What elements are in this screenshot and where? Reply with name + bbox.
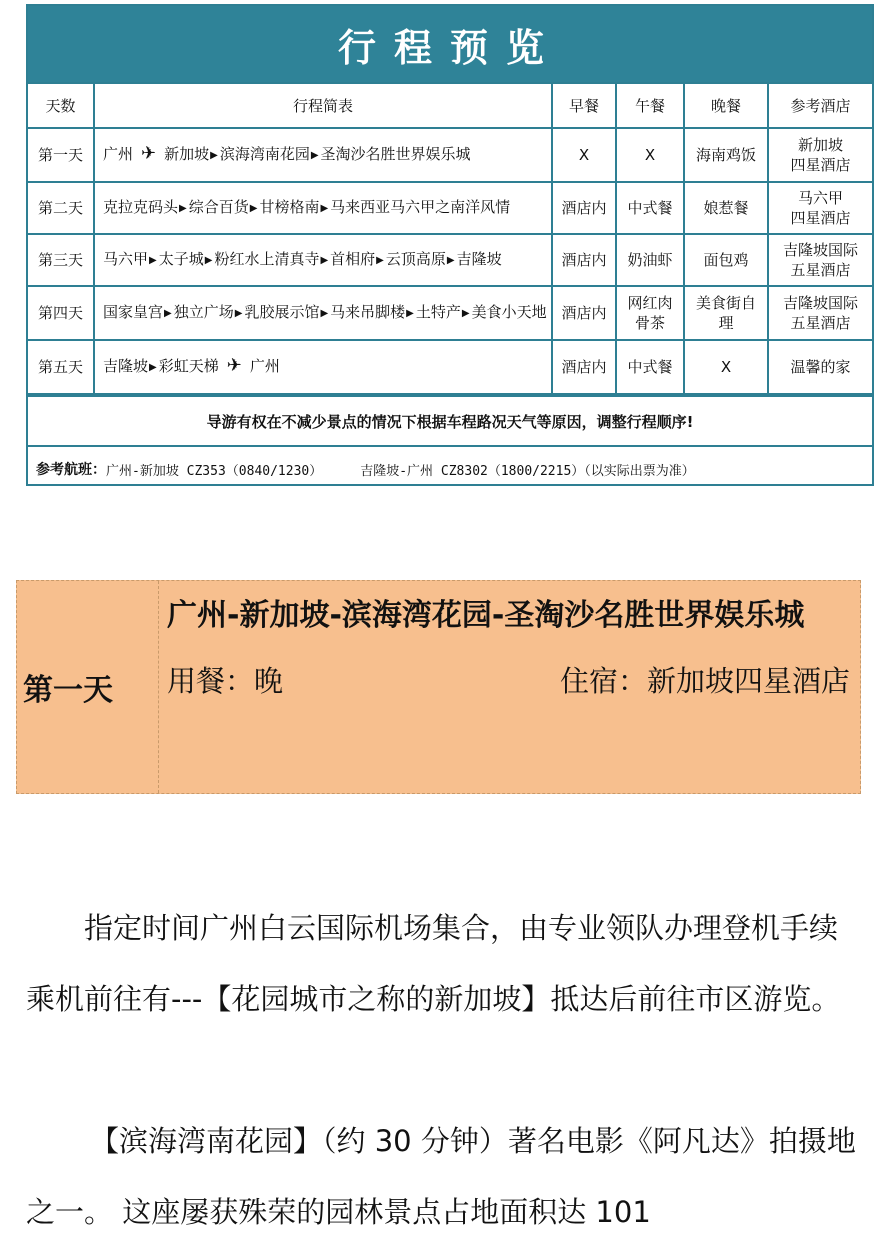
itinerary-table bbox=[26, 4, 874, 486]
breakfast-cell: 酒店内 bbox=[552, 234, 616, 286]
triangle-right-icon: ▶ bbox=[310, 149, 319, 161]
dinner-cell: 美食街自 理 bbox=[684, 286, 768, 340]
lunch-cell: 奶油虾 bbox=[616, 234, 684, 286]
route-cell: 吉隆坡▶ 彩虹天梯 ✈ 广州 bbox=[94, 340, 552, 394]
flight-return: 吉隆坡-广州 CZ8302（1800/2215）（以实际出票为准） bbox=[360, 463, 695, 479]
day-meals: 用餐：晚 bbox=[167, 664, 284, 698]
triangle-right-icon: ▶ bbox=[320, 254, 329, 266]
col-header-lunch: 午餐 bbox=[616, 84, 684, 128]
hotel-cell: 马六甲 四星酒店 bbox=[768, 182, 872, 234]
day-meta bbox=[167, 659, 850, 700]
triangle-right-icon: ▶ bbox=[164, 307, 172, 319]
dinner-cell: 海南鸡饭 bbox=[684, 128, 768, 182]
table-row bbox=[28, 128, 872, 182]
airplane-icon: ✈ bbox=[226, 354, 242, 376]
day-cell: 第三天 bbox=[28, 234, 94, 286]
triangle-right-icon: ▶ bbox=[320, 307, 329, 319]
table-row bbox=[28, 182, 872, 234]
route-cell: 克拉克码头▶ 综合百货▶ 甘榜格南▶ 马来西亚马六甲之南洋风情 bbox=[94, 182, 552, 234]
hotel-cell: 新加坡 四星酒店 bbox=[768, 128, 872, 182]
breakfast-cell: 酒店内 bbox=[552, 340, 616, 394]
body-paragraph: 【滨海湾南花园】（约 30 分钟）著名电影《阿凡达》拍摄地之一。 这座屡获殊荣的园林景点占地面积达 101 bbox=[26, 1124, 856, 1229]
col-header-dinner: 晚餐 bbox=[684, 84, 768, 128]
hotel-cell: 温馨的家 bbox=[768, 340, 872, 394]
day-cell: 第一天 bbox=[28, 128, 94, 182]
col-header-hotel: 参考酒店 bbox=[768, 84, 872, 128]
triangle-right-icon: ▶ bbox=[376, 254, 384, 266]
triangle-right-icon: ▶ bbox=[249, 202, 258, 214]
route-cell: 广州 ✈ 新加坡▶ 滨海湾南花园▶ 圣淘沙名胜世界娱乐城 bbox=[94, 128, 552, 182]
lunch-cell: 中式餐 bbox=[616, 340, 684, 394]
flights-label: 参考航班： bbox=[36, 462, 106, 478]
dinner-cell: 娘惹餐 bbox=[684, 182, 768, 234]
triangle-right-icon: ▶ bbox=[204, 254, 213, 266]
triangle-right-icon: ▶ bbox=[149, 254, 157, 266]
day-header bbox=[16, 580, 861, 794]
triangle-right-icon: ▶ bbox=[461, 307, 470, 319]
lunch-cell: 中式餐 bbox=[616, 182, 684, 234]
triangle-right-icon: ▶ bbox=[210, 149, 218, 161]
hotel-cell: 吉隆坡国际 五星酒店 bbox=[768, 234, 872, 286]
breakfast-cell: 酒店内 bbox=[552, 182, 616, 234]
breakfast-cell: X bbox=[552, 128, 616, 182]
triangle-right-icon: ▶ bbox=[234, 307, 243, 319]
itinerary-notice: 导游有权在不减少景点的情况下根据车程路况天气等原因，调整行程顺序! bbox=[28, 395, 872, 445]
triangle-right-icon: ▶ bbox=[149, 361, 157, 373]
dinner-cell: 面包鸡 bbox=[684, 234, 768, 286]
reference-flights bbox=[28, 445, 872, 491]
body-paragraph: 指定时间广州白云国际机场集合，由专业领队办理登机手续乘机前往有---【花园城市之称的新加坡】抵达后前往市区游览。 bbox=[26, 911, 841, 1016]
route-cell: 国家皇宫▶ 独立广场▶ 乳胶展示馆▶ 马来吊脚楼▶ 土特产▶ 美食小天地 bbox=[94, 286, 552, 340]
flight-outbound: 广州-新加坡 CZ353（0840/1230） bbox=[106, 463, 323, 479]
hotel-cell: 吉隆坡国际 五星酒店 bbox=[768, 286, 872, 340]
col-header-day: 天数 bbox=[28, 84, 94, 128]
itinerary-grid bbox=[28, 84, 872, 395]
lunch-cell: X bbox=[616, 128, 684, 182]
day-name: 第一天 bbox=[17, 581, 159, 793]
day-lodging: 住宿：新加坡四星酒店 bbox=[559, 664, 850, 698]
day-cell: 第四天 bbox=[28, 286, 94, 340]
triangle-right-icon: ▶ bbox=[446, 254, 455, 266]
table-row bbox=[28, 340, 872, 394]
col-header-breakfast: 早餐 bbox=[552, 84, 616, 128]
airplane-icon: ✈ bbox=[141, 142, 157, 164]
col-header-route: 行程简表 bbox=[94, 84, 552, 128]
breakfast-cell: 酒店内 bbox=[552, 286, 616, 340]
triangle-right-icon: ▶ bbox=[320, 202, 329, 214]
day-cell: 第二天 bbox=[28, 182, 94, 234]
day-route-title: 广州-新加坡-滨海湾花园-圣淘沙名胜世界娱乐城 bbox=[167, 598, 805, 633]
table-row bbox=[28, 286, 872, 340]
itinerary-title: 行程预览 bbox=[28, 6, 872, 84]
lunch-cell: 网红肉 骨茶 bbox=[616, 286, 684, 340]
triangle-right-icon: ▶ bbox=[406, 307, 414, 319]
day-cell: 第五天 bbox=[28, 340, 94, 394]
table-row bbox=[28, 234, 872, 286]
route-cell: 马六甲▶ 太子城▶ 粉红水上清真寺▶ 首相府▶ 云顶高原▶ 吉隆坡 bbox=[94, 234, 552, 286]
header-row bbox=[28, 84, 872, 128]
day-header-info bbox=[159, 581, 860, 793]
dinner-cell: X bbox=[684, 340, 768, 394]
triangle-right-icon: ▶ bbox=[179, 202, 187, 214]
